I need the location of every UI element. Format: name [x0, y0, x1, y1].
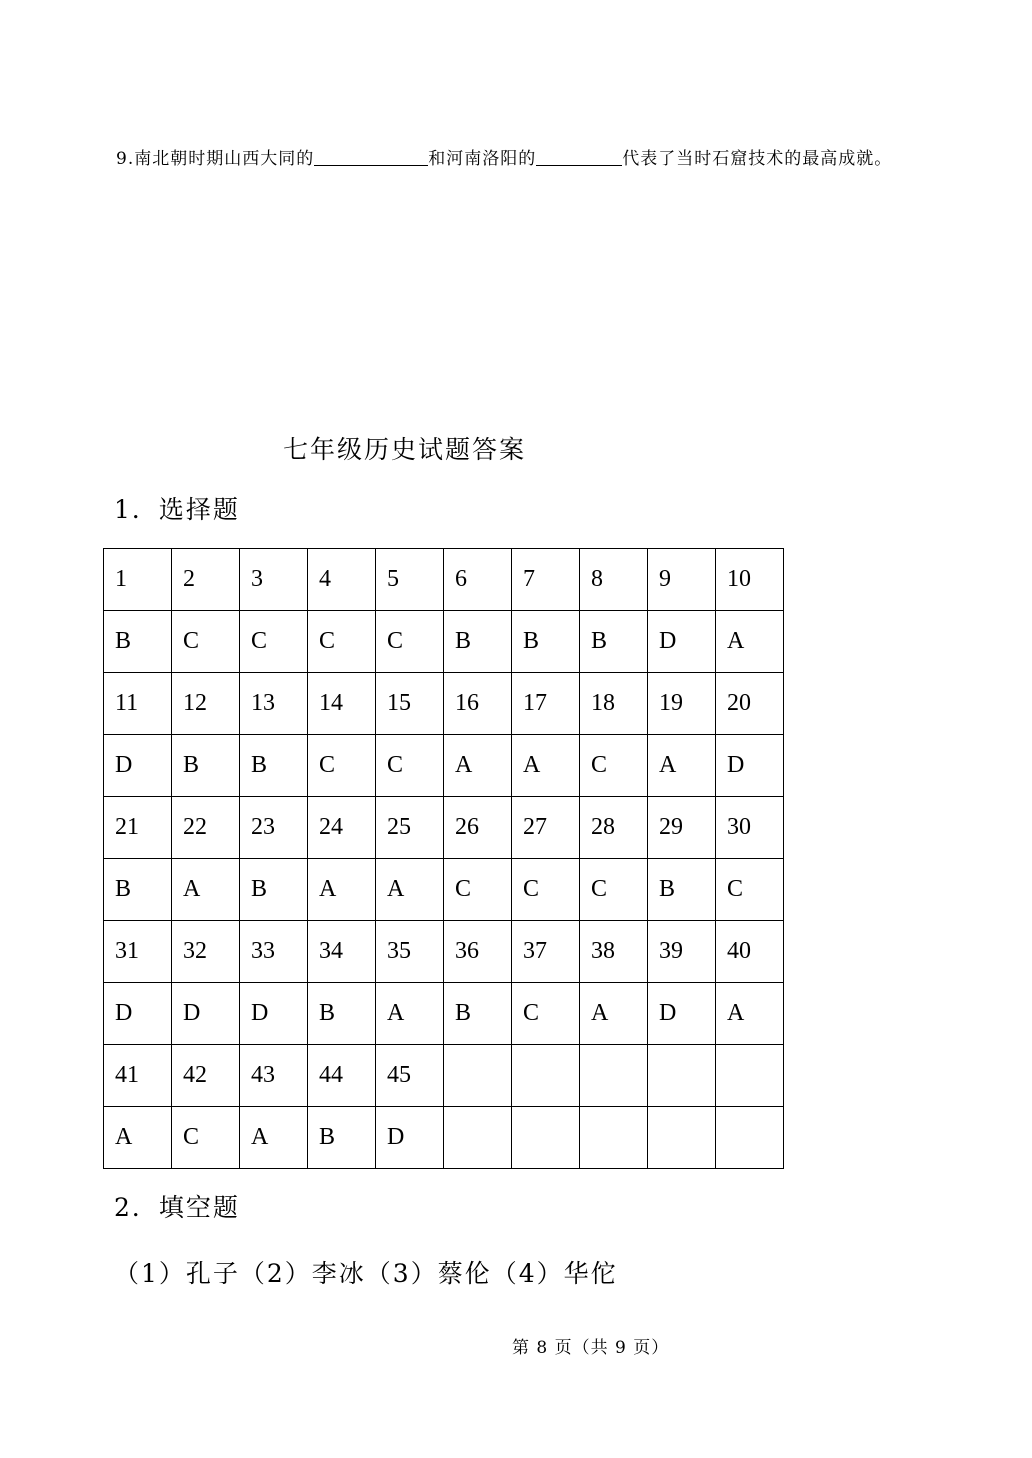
question-number-cell: 34 — [308, 921, 376, 983]
answer-cell: C — [444, 859, 512, 921]
answer-cell: C — [716, 859, 784, 921]
question-number-cell — [512, 1045, 580, 1107]
answer-cell: C — [512, 859, 580, 921]
answer-cell: B — [648, 859, 716, 921]
question-number-cell: 6 — [444, 549, 512, 611]
question-number-cell: 19 — [648, 673, 716, 735]
answer-title: 七年级历史试题答案 — [283, 435, 527, 464]
answer-cell — [648, 1107, 716, 1169]
answer-blank-2 — [536, 147, 622, 166]
question-9 — [116, 144, 916, 175]
answer-cell: B — [172, 735, 240, 797]
fill-in-answers: （1）孔子（2）李冰（3）蔡伦（4）华佗 — [114, 1259, 618, 1288]
question-number-cell: 27 — [512, 797, 580, 859]
question-number-cell: 26 — [444, 797, 512, 859]
question-number-row — [104, 1045, 784, 1107]
question-number-cell — [716, 1045, 784, 1107]
answer-cell: A — [376, 859, 444, 921]
answer-cell: A — [104, 1107, 172, 1169]
answer-cell: C — [172, 611, 240, 673]
answer-cell: B — [512, 611, 580, 673]
question-number-cell: 23 — [240, 797, 308, 859]
question-number-row — [104, 921, 784, 983]
answer-cell: A — [172, 859, 240, 921]
question-number-cell: 32 — [172, 921, 240, 983]
answer-row — [104, 859, 784, 921]
question-number-cell: 33 — [240, 921, 308, 983]
question-number-cell: 10 — [716, 549, 784, 611]
answer-row — [104, 983, 784, 1045]
question-number-cell: 14 — [308, 673, 376, 735]
question-number-cell: 11 — [104, 673, 172, 735]
answer-cell: C — [580, 735, 648, 797]
question-9-text-part3: 代表了当时石窟技术的最高成就。 — [622, 149, 893, 169]
answer-table — [103, 548, 784, 1169]
answer-cell: C — [580, 859, 648, 921]
answer-cell: A — [240, 1107, 308, 1169]
answer-row — [104, 735, 784, 797]
answer-cell: B — [444, 983, 512, 1045]
question-number-cell: 40 — [716, 921, 784, 983]
answer-row — [104, 1107, 784, 1169]
answer-cell: A — [376, 983, 444, 1045]
question-number-cell: 38 — [580, 921, 648, 983]
question-number-cell — [444, 1045, 512, 1107]
question-number-row — [104, 797, 784, 859]
answer-cell: B — [240, 735, 308, 797]
question-number-cell: 35 — [376, 921, 444, 983]
question-number-cell: 37 — [512, 921, 580, 983]
question-number-cell: 42 — [172, 1045, 240, 1107]
question-number-cell: 41 — [104, 1045, 172, 1107]
answer-cell: A — [580, 983, 648, 1045]
question-number-cell: 9 — [648, 549, 716, 611]
answer-cell: D — [104, 735, 172, 797]
question-number-cell: 45 — [376, 1045, 444, 1107]
answer-cell: B — [580, 611, 648, 673]
question-number-cell: 39 — [648, 921, 716, 983]
answer-cell: C — [376, 611, 444, 673]
answer-cell: D — [104, 983, 172, 1045]
question-number-cell: 22 — [172, 797, 240, 859]
answer-cell: B — [104, 859, 172, 921]
question-number-cell: 7 — [512, 549, 580, 611]
answer-cell — [716, 1107, 784, 1169]
answer-cell: D — [172, 983, 240, 1045]
answer-cell: D — [240, 983, 308, 1045]
question-number-cell: 12 — [172, 673, 240, 735]
answer-cell: D — [376, 1107, 444, 1169]
answer-cell: C — [512, 983, 580, 1045]
answer-cell — [512, 1107, 580, 1169]
question-number-cell: 2 — [172, 549, 240, 611]
answer-cell: B — [240, 859, 308, 921]
question-9-text-part2: 和河南洛阳的 — [428, 149, 537, 169]
answer-cell: A — [444, 735, 512, 797]
section-1-title: 1．选择题 — [114, 495, 240, 524]
question-number-cell — [580, 1045, 648, 1107]
question-number-cell: 15 — [376, 673, 444, 735]
answer-cell: C — [308, 611, 376, 673]
question-number-cell: 44 — [308, 1045, 376, 1107]
question-number-cell: 20 — [716, 673, 784, 735]
answer-cell — [444, 1107, 512, 1169]
question-number-row — [104, 673, 784, 735]
question-number-cell: 17 — [512, 673, 580, 735]
question-number-row — [104, 549, 784, 611]
answer-cell — [580, 1107, 648, 1169]
answer-cell: D — [648, 983, 716, 1045]
question-number-cell: 25 — [376, 797, 444, 859]
answer-cell: B — [104, 611, 172, 673]
question-number-cell: 28 — [580, 797, 648, 859]
answer-cell: A — [308, 859, 376, 921]
question-number-cell: 16 — [444, 673, 512, 735]
answer-cell: A — [716, 983, 784, 1045]
question-number-cell: 4 — [308, 549, 376, 611]
question-number-cell: 3 — [240, 549, 308, 611]
section-2-title: 2．填空题 — [114, 1193, 240, 1222]
question-number-cell: 36 — [444, 921, 512, 983]
answer-cell: D — [716, 735, 784, 797]
question-number-cell: 31 — [104, 921, 172, 983]
question-number-cell: 21 — [104, 797, 172, 859]
question-number-cell: 29 — [648, 797, 716, 859]
answer-cell: A — [648, 735, 716, 797]
answer-cell: C — [172, 1107, 240, 1169]
answer-row — [104, 611, 784, 673]
answer-cell: A — [716, 611, 784, 673]
answer-cell: C — [308, 735, 376, 797]
answer-cell: B — [308, 1107, 376, 1169]
question-number-cell: 13 — [240, 673, 308, 735]
answer-blank-1 — [314, 147, 428, 166]
question-number-cell: 30 — [716, 797, 784, 859]
question-number-cell: 8 — [580, 549, 648, 611]
question-number-cell: 24 — [308, 797, 376, 859]
answer-cell: D — [648, 611, 716, 673]
question-number-cell: 43 — [240, 1045, 308, 1107]
page-footer: 第 8 页（共 9 页） — [512, 1338, 670, 1358]
question-number-cell: 1 — [104, 549, 172, 611]
question-number-cell: 5 — [376, 549, 444, 611]
question-number-cell: 18 — [580, 673, 648, 735]
answer-cell: A — [512, 735, 580, 797]
question-number-cell — [648, 1045, 716, 1107]
answer-cell: B — [308, 983, 376, 1045]
answer-cell: B — [444, 611, 512, 673]
question-9-text-part1: 9.南北朝时期山西大同的 — [116, 149, 315, 169]
answer-cell: C — [240, 611, 308, 673]
answer-cell: C — [376, 735, 444, 797]
